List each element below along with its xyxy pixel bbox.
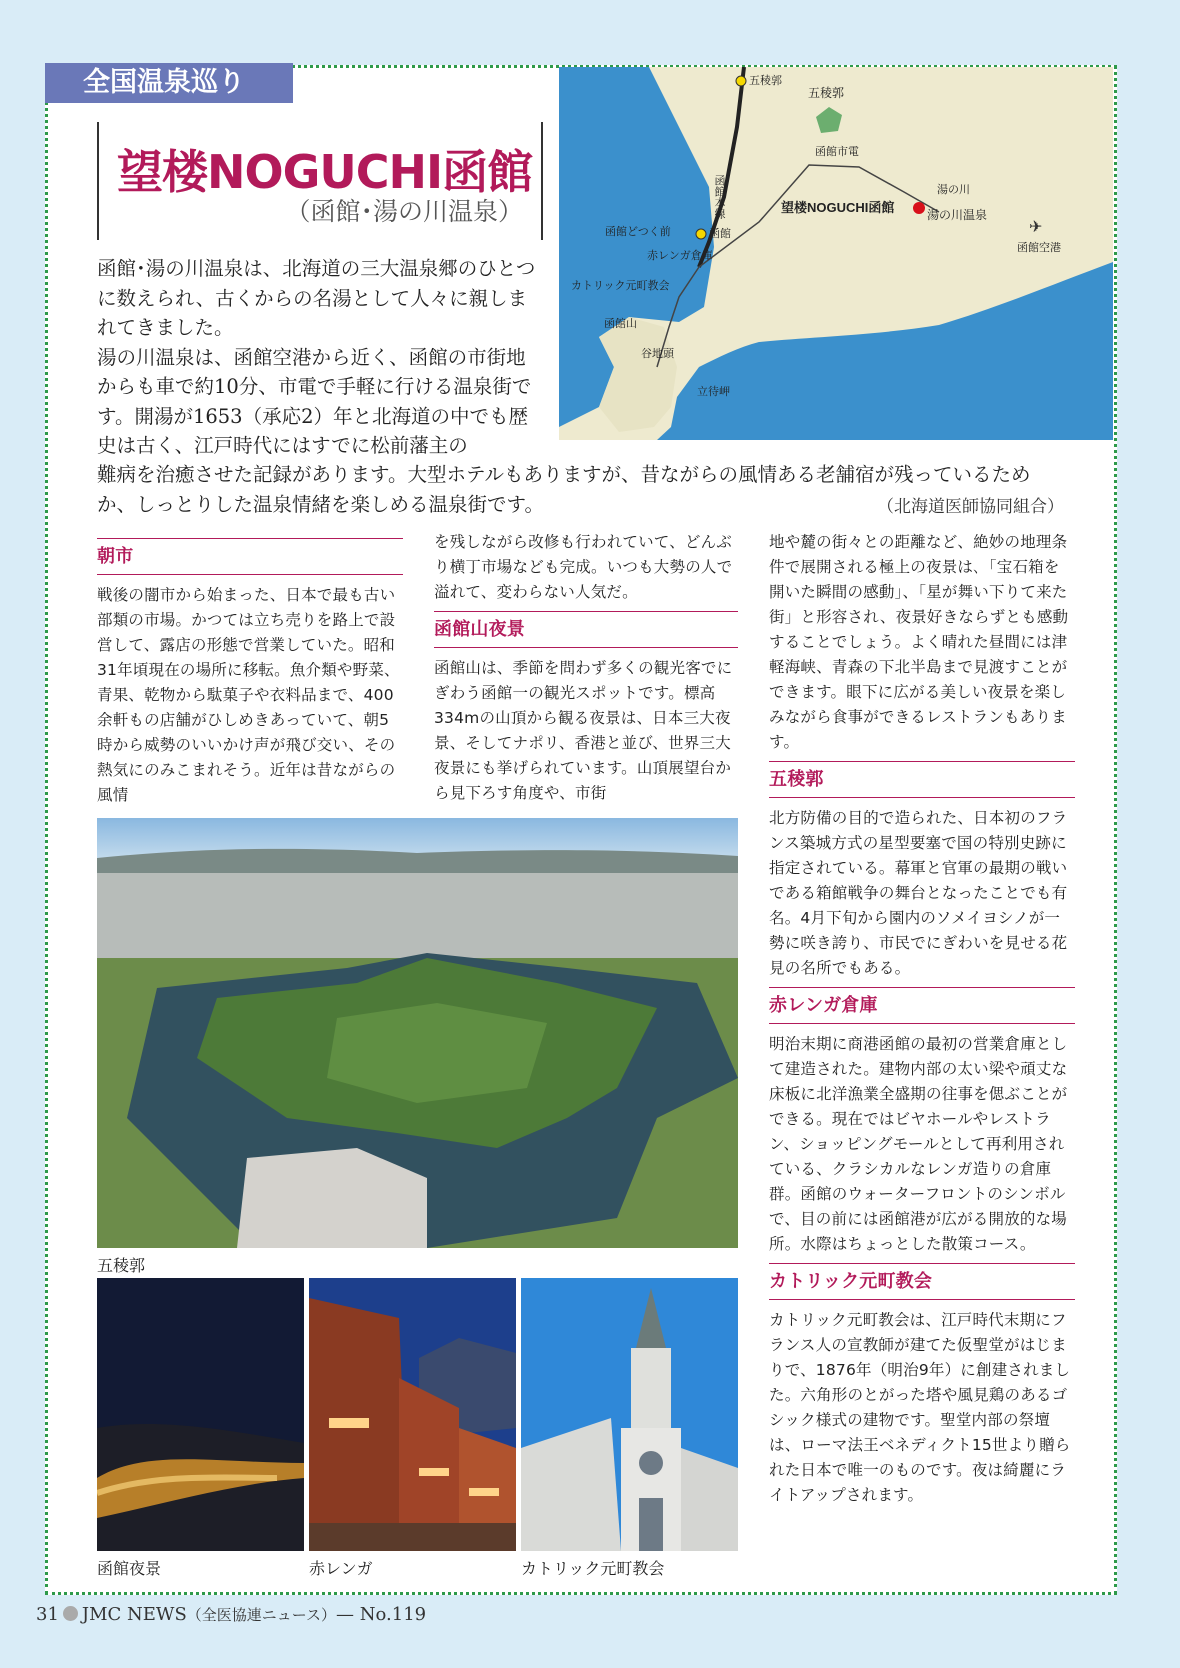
- title-block: [97, 122, 543, 240]
- section-body-asaichi: 戦後の闇市から始まった、日本で最も古い部類の市場。かつては立ち売りを路上で設営して、露店の形態で営業していた。昭和31年頃現在の場所に移転。魚介類や野菜、青果、乾物から駄菓子や衣料品まで、400余軒もの店舗がひしめきあっていて、朝5時から威勢のいいかけ声が飛び交い、その熱気にのみこまれそう。近年は昔ながらの風情: [97, 586, 400, 804]
- label-hakodate-line: 函館本線: [713, 175, 725, 219]
- series-tag: 全国温泉巡り: [45, 63, 293, 103]
- page-subtitle: （函館･湯の川温泉）: [285, 197, 523, 226]
- label-yunokawa: 湯の川: [937, 184, 970, 196]
- section-heading-yakei: 函館山夜景: [434, 611, 738, 648]
- intro-paragraph-1: 函館･湯の川温泉は、北海道の三大温泉郷のひとつに数えられ、古くからの名湯として人々に親しまれてきました。: [97, 257, 536, 339]
- column-3: [769, 530, 1075, 1508]
- section-heading-church: カトリック元町教会: [769, 1263, 1075, 1300]
- section-body-renga: 明治末期に商港函館の最初の営業倉庫として建造された。建物内部の太い梁や頑丈な床板に北洋漁業全盛期の往事を偲ぶことができる。現在ではビヤホールやレストラン、ショッピングモールとして再利用されている、クラシカルなレンガ造りの倉庫群。函館のウォーターフロントのシンボルで、目の前には函館港が広がる開放的な場所。水際はちょっとした散策コース。: [769, 1035, 1068, 1253]
- section-body-goryokaku: 北方防備の目的で造られた、日本初のフランス築城方式の星型要塞で国の特別史跡に指定されている。幕軍と官軍の最期の戦いである箱館戦争の舞台となったことでも有名。4月下旬から園内のソメイヨシノが一勢に咲き誇り、市民でにぎわいを見せる花見の名所でもある。: [769, 809, 1068, 977]
- area-map-svg: [559, 67, 1113, 440]
- section-heading-renga: 赤レンガ倉庫: [769, 987, 1075, 1024]
- hotel-location-marker: [913, 202, 925, 214]
- label-yachigashira: 谷地頭: [641, 348, 674, 360]
- label-brick: 赤レンガ倉庫: [647, 250, 713, 262]
- intro-paragraph-2-tail: 難病を治癒させた記録があります。大型ホテルもありますが、昔ながらの風情ある老舗宿が残っているためか、しっとりした温泉情緒を楽しめる温泉街です。: [97, 463, 1031, 516]
- label-hotel: 望楼NOGUCHI函館: [781, 200, 895, 215]
- area-map: [559, 67, 1113, 440]
- intro-text: [97, 254, 537, 461]
- label-church: カトリック元町教会: [571, 280, 670, 292]
- intro-credit: （北海道医師協同組合）: [877, 497, 1064, 517]
- goryokaku-photo: [97, 818, 738, 1248]
- column-2: [434, 530, 738, 806]
- label-airport: 函館空港: [1017, 242, 1061, 254]
- footer-dot-icon: [63, 1606, 78, 1621]
- page-number: 31: [36, 1604, 59, 1625]
- section-body-church: カトリック元町教会は、江戸時代末期にフランス人の宣教師が建てた仮聖堂がはじまりで、1876年（明治9年）に創建されました。六角形のとがった塔や風見鶏のあるゴシック様式の建物です。聖堂内部の祭壇は、ローマ法王ベネディクト15世より贈られた日本で唯一のものです。夜は綺麗にライトアップされます。: [769, 1311, 1071, 1504]
- caption-red-brick: 赤レンガ: [309, 1559, 373, 1578]
- airport-icon: ✈: [1029, 217, 1043, 236]
- label-yunokawa-onsen: 湯の川温泉: [927, 208, 988, 222]
- section-body-asaichi-cont: を残しながら改修も行われていて、どんぶり横丁市場なども完成。いつも大勢の人で溢れて、変わらない人気だ。: [434, 533, 733, 601]
- page-title: 望楼NOGUCHI函館: [117, 145, 533, 199]
- night-view-photo: [97, 1278, 304, 1551]
- footer-brand: JMC NEWS: [81, 1604, 187, 1625]
- caption-church: カトリック元町教会: [521, 1559, 665, 1578]
- red-brick-photo: [309, 1278, 516, 1551]
- label-goryokaku: 五稜郭: [808, 86, 845, 100]
- section-heading-goryokaku: 五稜郭: [769, 761, 1075, 798]
- section-body-yakei-cont: 地や麓の街々との距離など、絶妙の地理条件で展開される極上の夜景は､「宝石箱を開いた瞬間の感動」、「星が舞い下りて来た街」と形容され、夜景好きならずとも感動することでしょう。よく晴れた昼間には津軽海峡、青森の下北半島まで見渡すことができます。眼下に広がる美しい夜景を楽しみながら食事ができるレストランもあります。: [769, 533, 1069, 751]
- footer-issue: — No.119: [336, 1604, 427, 1625]
- footer-brand-sub: （全医協連ニュース）: [186, 1606, 337, 1624]
- label-tram: 函館市電: [815, 146, 859, 158]
- label-mount: 函館山: [604, 318, 637, 330]
- intro-paragraph-2: 湯の川温泉は、函館空港から近く、函館の市街地からも車で約10分、市電で手軽に行ける温泉街です。開湯が1653（承応2）年と北海道の中でも歴史は古く、江戸時代にはすでに松前藩主の: [97, 345, 532, 457]
- label-hakodate: 函館: [709, 228, 731, 240]
- section-heading-asaichi: 朝市: [97, 538, 403, 575]
- church-photo: [521, 1278, 738, 1551]
- column-1: [97, 532, 403, 808]
- caption-goryokaku: 五稜郭: [97, 1256, 146, 1275]
- label-goryokaku-station: 五稜郭: [749, 75, 782, 87]
- label-dock: 函館どつく前: [605, 226, 671, 238]
- caption-night-view: 函館夜景: [97, 1559, 162, 1578]
- section-body-yakei: 函館山は、季節を問わず多くの観光客でにぎわう函館一の観光スポットです。標高334mの山頂から観る夜景は、日本三大夜景、そしてナポリ、香港と並び、世界三大夜景にも挙げられています。山頂展望台から見下ろす角度や、市街: [434, 659, 733, 802]
- label-tachimachi: 立待岬: [697, 386, 730, 398]
- footer: [36, 1604, 426, 1625]
